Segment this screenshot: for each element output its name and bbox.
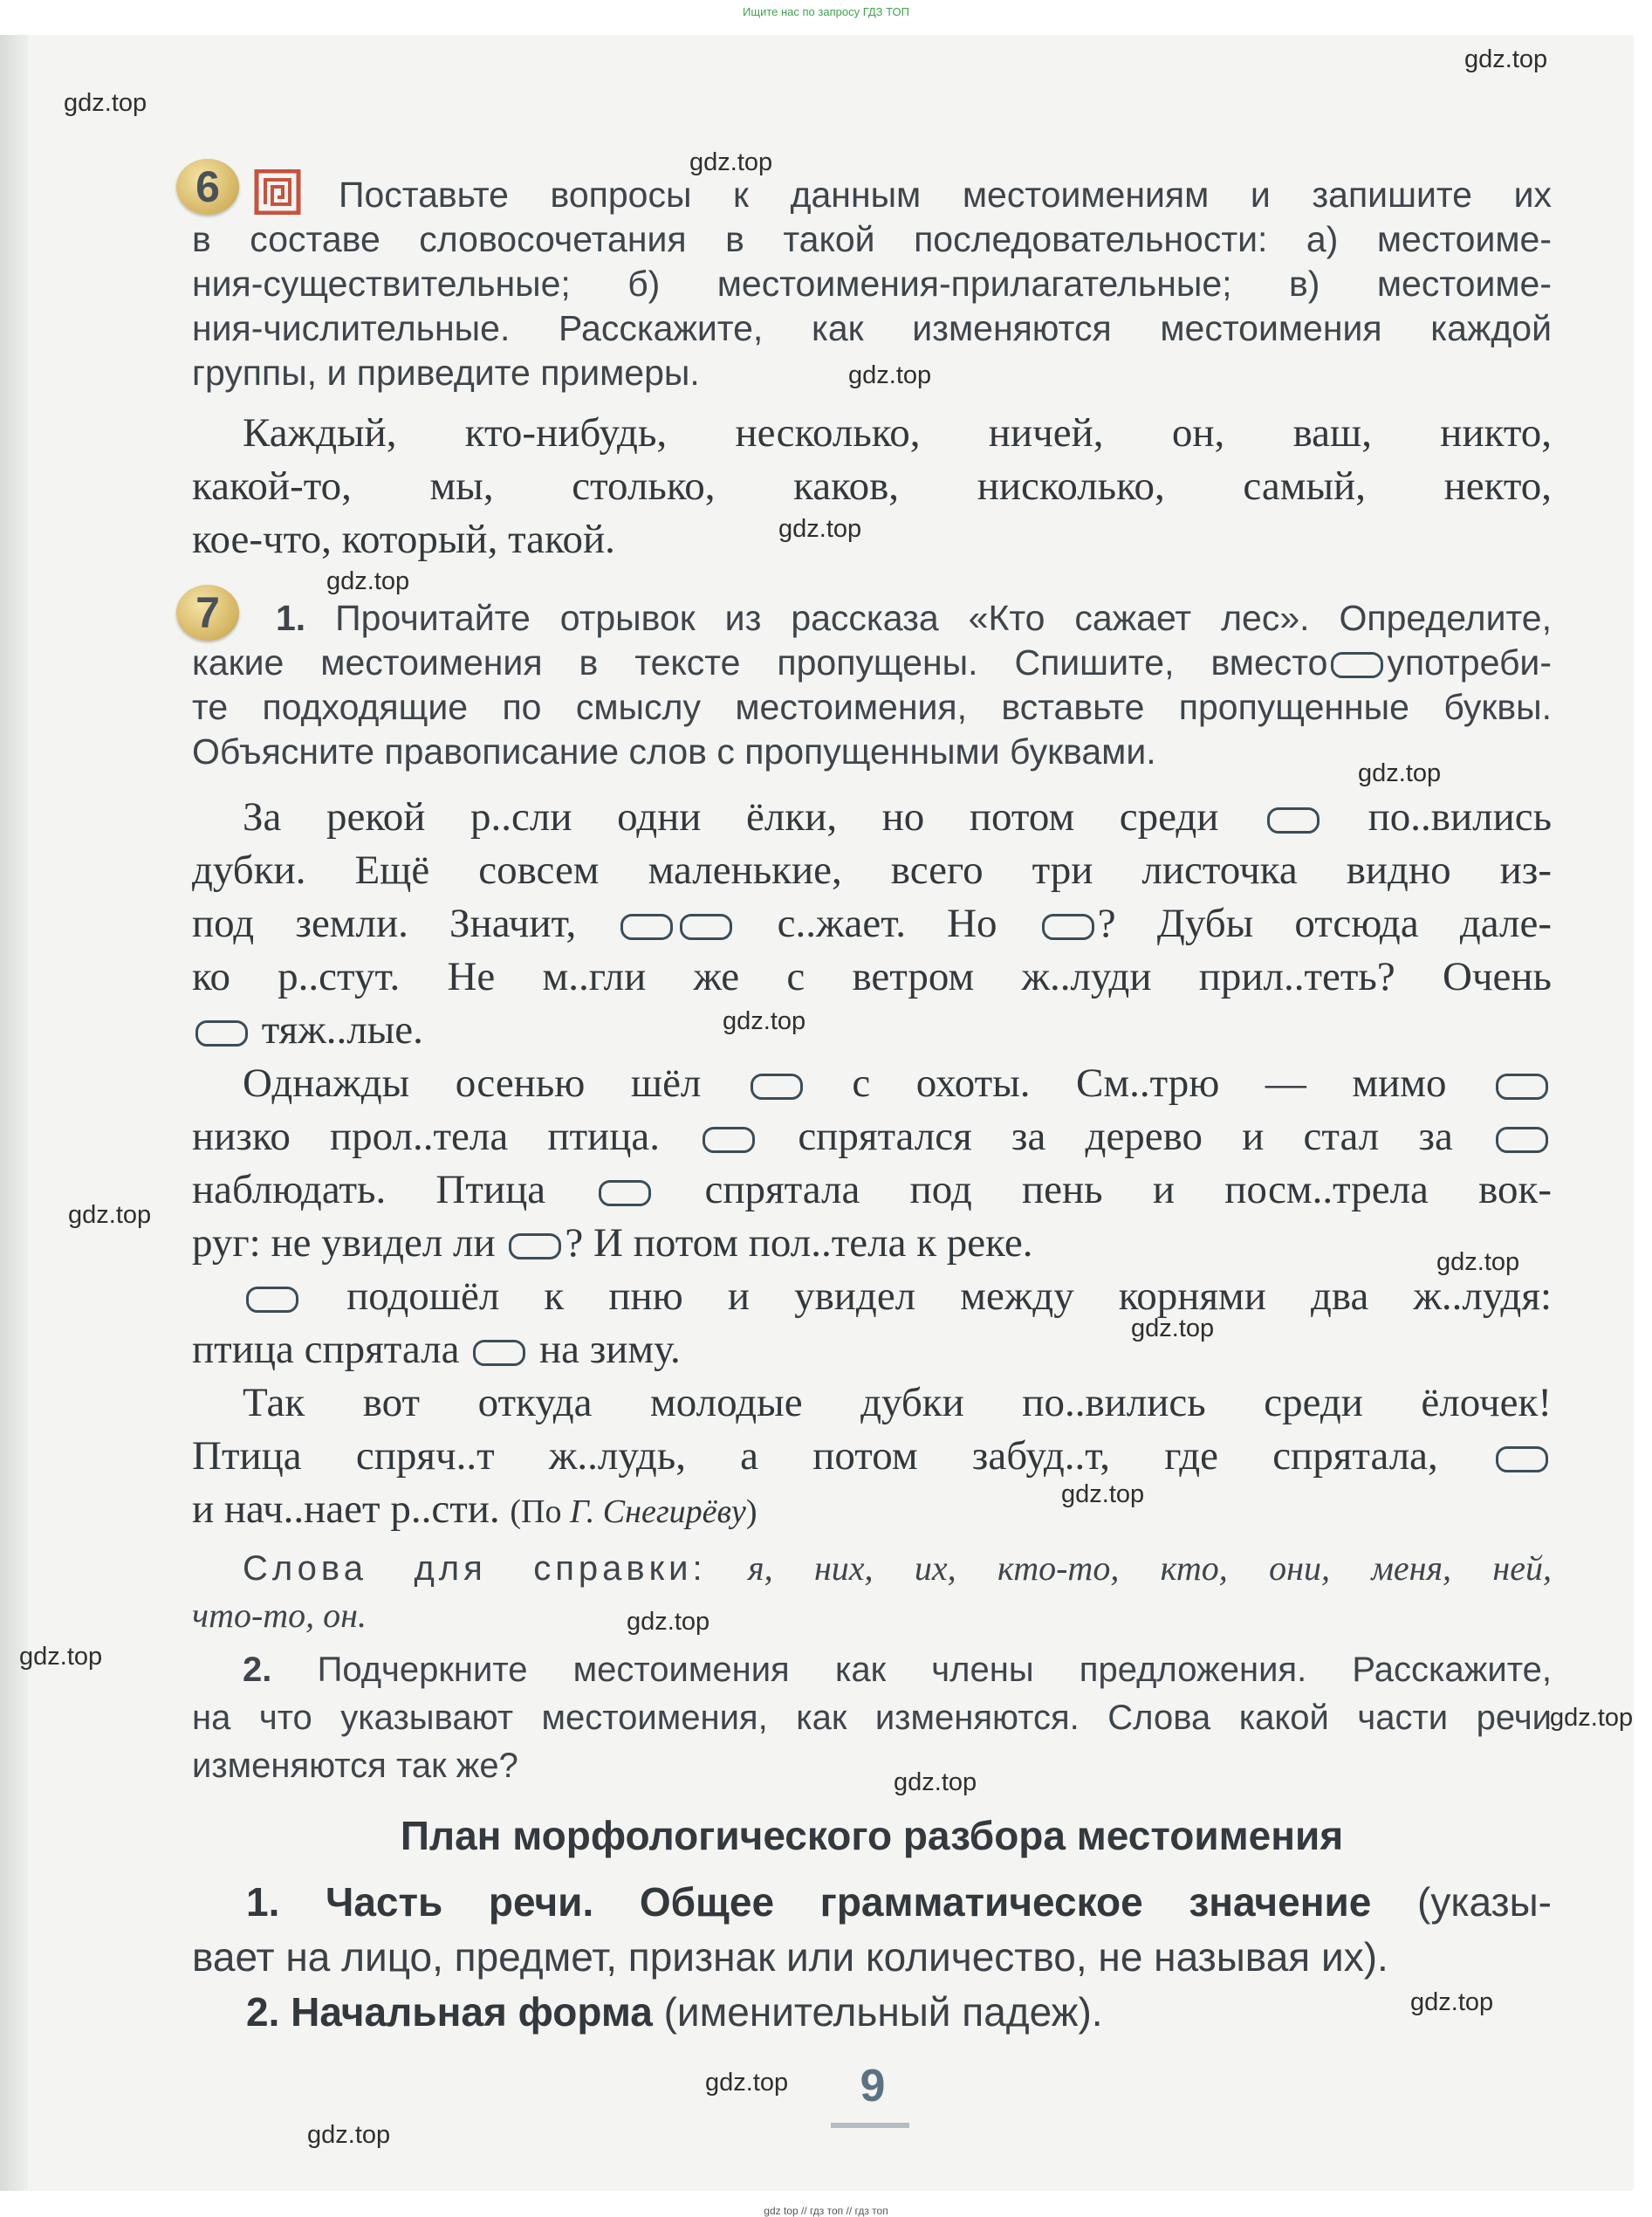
text-span: подошёл к пню и увидел между корнями два ж..лудя: [346,1273,1552,1319]
blank-oval [473,1340,525,1366]
watermark: gdz.top [1410,1988,1494,2016]
text-span: с..жает. Но [777,901,997,946]
text-line [192,791,1552,844]
blank-oval [1267,807,1320,834]
text-span: ? И потом пол..тела к реке. [565,1220,1033,1266]
reference-words [192,1545,1552,1639]
text-line: какой-то, мы, столько, каков, нисколько, самый, некто, [192,463,1552,509]
blank-oval [509,1233,561,1260]
text-line [192,1217,1552,1270]
header-note[interactable]: Ищите нас по запросу ГДЗ ТОП [743,5,909,18]
text-line [192,1057,1552,1110]
footer-note[interactable]: gdz top // гдз топ // гдз топ [764,2205,888,2217]
text-line: что-то, он. [192,1596,367,1635]
task-6-word-list [192,407,1552,566]
text-line: ния-числительные. Расскажите, как изменяются местоимения каждой [192,308,1552,348]
blank-oval [599,1180,651,1206]
text-span: употреби- [1387,642,1552,683]
text-span: Однажды осенью шёл [243,1060,702,1106]
blank-oval [620,914,673,940]
text-line [192,1545,1552,1592]
text-span: ? Дубы отсюда дале- [1097,901,1553,946]
text-line: Каждый, кто-нибудь, несколько, ничей, он, ваш, никто, [243,410,1552,456]
text-span: птица спрятала [192,1327,460,1372]
text-line [192,1110,1552,1163]
watermark: gdz.top [627,1608,710,1636]
plan-item-heading: 1. Часть речи. Общее грамматическое значение [246,1879,1372,1925]
text-line [192,1483,1552,1539]
task-7-number-badge: 7 [176,585,239,641]
plan-title: План морфологического разбора местоимения [400,1813,1344,1858]
story-excerpt [192,791,1552,1539]
blank-oval [246,1287,298,1313]
watermark: gdz.top [1436,1248,1520,1276]
text-span: спрятала под пень и посм..трела вок- [704,1167,1552,1212]
watermark: gdz.top [705,2069,789,2097]
task-6-instruction [192,173,1552,395]
text-line [192,1430,1552,1483]
text-line [192,897,1552,951]
part-2-label: 2. [243,1651,272,1689]
watermark: gdz.top [723,1007,806,1035]
text-line: ко р..стут. Не м..гли же с ветром ж..луди прил..теть? Очень [192,954,1552,999]
text-span: под земли. Значит, [192,901,577,946]
text-line: в составе словосочетания в такой последовательности: а) местоиме- [192,219,1552,259]
text-line: те подходящие по смыслу местоимения, вставьте пропущенные буквы. [192,687,1552,727]
plan-item [192,1985,1552,2040]
plan-list [192,1875,1552,2040]
blank-oval [1496,1446,1548,1472]
plan-item [192,1875,1552,1930]
watermark: gdz.top [326,567,410,595]
blank-oval [680,914,732,940]
text-line: ния-существительные; б) местоимения-прилагательные; в) местоиме- [192,264,1552,304]
text-span: Птица спряч..т ж..лудь, а потом забуд..т, где спрятала, [192,1433,1438,1479]
text-span: тяж..лые. [261,1007,423,1053]
text-span: ) [745,1493,757,1530]
text-span: на зиму. [538,1327,681,1372]
watermark: gdz.top [1550,1704,1634,1732]
blank-oval [1042,914,1094,940]
reference-list: я, них, их, кто-то, кто, они, меня, ней, [748,1548,1553,1588]
text-span: Подчеркните местоимения как члены предложения. Расскажите, [317,1651,1552,1689]
watermark: gdz.top [68,1201,152,1229]
text-span: (По [510,1493,562,1530]
text-line [192,1323,1552,1376]
task-6-number-badge: 6 [176,159,239,215]
text-span: по..вились [1368,794,1553,840]
text-line: Поставьте вопросы к данным местоимениям и запишите их [339,175,1552,215]
text-span: наблюдать. Птица [192,1167,546,1212]
watermark: gdz.top [1358,759,1442,787]
author-name: Г. Снегирёву [570,1493,746,1530]
text-span: руг: не увидел ли [192,1220,496,1266]
plan-item-continuation: вает на лицо, предмет, признак или количество, не называя их). [192,1934,1388,1980]
task-7-part-1-instruction [192,596,1552,774]
part-1-label: 1. [276,598,306,638]
text-span: с охоты. См..трю — мимо [852,1060,1447,1106]
text-line: изменяются так же? [192,1747,518,1785]
text-span: За рекой р..сли одни ёлки, но потом среди [243,794,1219,840]
text-line [192,1646,1552,1694]
text-line [192,1270,1552,1323]
text-line: группы, и приведите примеры. [192,353,700,393]
text-line: на что указывают местоимения, как изменяются. Слова какой части речи [192,1699,1552,1737]
blank-oval [195,1020,248,1047]
text-line: Так вот откуда молодые дубки по..вились среди ёлочек! [243,1380,1552,1425]
page-edge-shadow [0,35,28,2191]
watermark: gdz.top [778,515,862,543]
task-7-part-2-instruction [192,1646,1552,1790]
watermark: gdz.top [1061,1480,1145,1508]
watermark: gdz.top [689,148,773,176]
blank-oval [1496,1127,1548,1153]
watermark: gdz.top [1464,45,1548,73]
text-span: и нач..нает р..сти. [192,1486,500,1532]
text-span: низко прол..тела птица. [192,1114,660,1159]
text-line [192,641,1552,685]
text-line [192,1163,1552,1217]
text-span: какие местоимения в тексте пропущены. Спишите, вместо [192,642,1328,683]
text-line [192,596,1552,641]
blank-oval [1496,1074,1548,1100]
text-line: дубки. Ещё совсем маленькие, всего три листочка видно из- [192,848,1552,893]
text-line: Объясните правописание слов с пропущенными буквами. [192,731,1156,772]
text-line: кое-что, который, такой. [192,517,615,562]
reference-label: Слова для справки: [243,1549,707,1588]
text-span: Прочитайте отрывок из рассказа «Кто сажает лес». Определите, [335,598,1552,638]
watermark: gdz.top [894,1768,977,1796]
watermark: gdz.top [64,89,147,117]
text-span: (указы- [1417,1879,1552,1925]
blank-oval [1331,652,1383,678]
watermark: gdz.top [307,2121,391,2149]
text-span: (именительный падеж). [663,1989,1103,2035]
watermark: gdz.top [848,361,932,389]
watermark: gdz.top [19,1643,103,1671]
watermark: gdz.top [1131,1314,1215,1342]
plan-item-heading: 2. Начальная форма [246,1989,653,2035]
text-span: спрятался за дерево и стал за [798,1114,1453,1159]
author-attribution [510,1493,757,1530]
blank-oval [751,1074,803,1100]
text-line [192,1004,1552,1057]
page-number: 9 [860,2061,886,2111]
page-number-underline [831,2123,909,2128]
blank-oval [703,1127,755,1153]
